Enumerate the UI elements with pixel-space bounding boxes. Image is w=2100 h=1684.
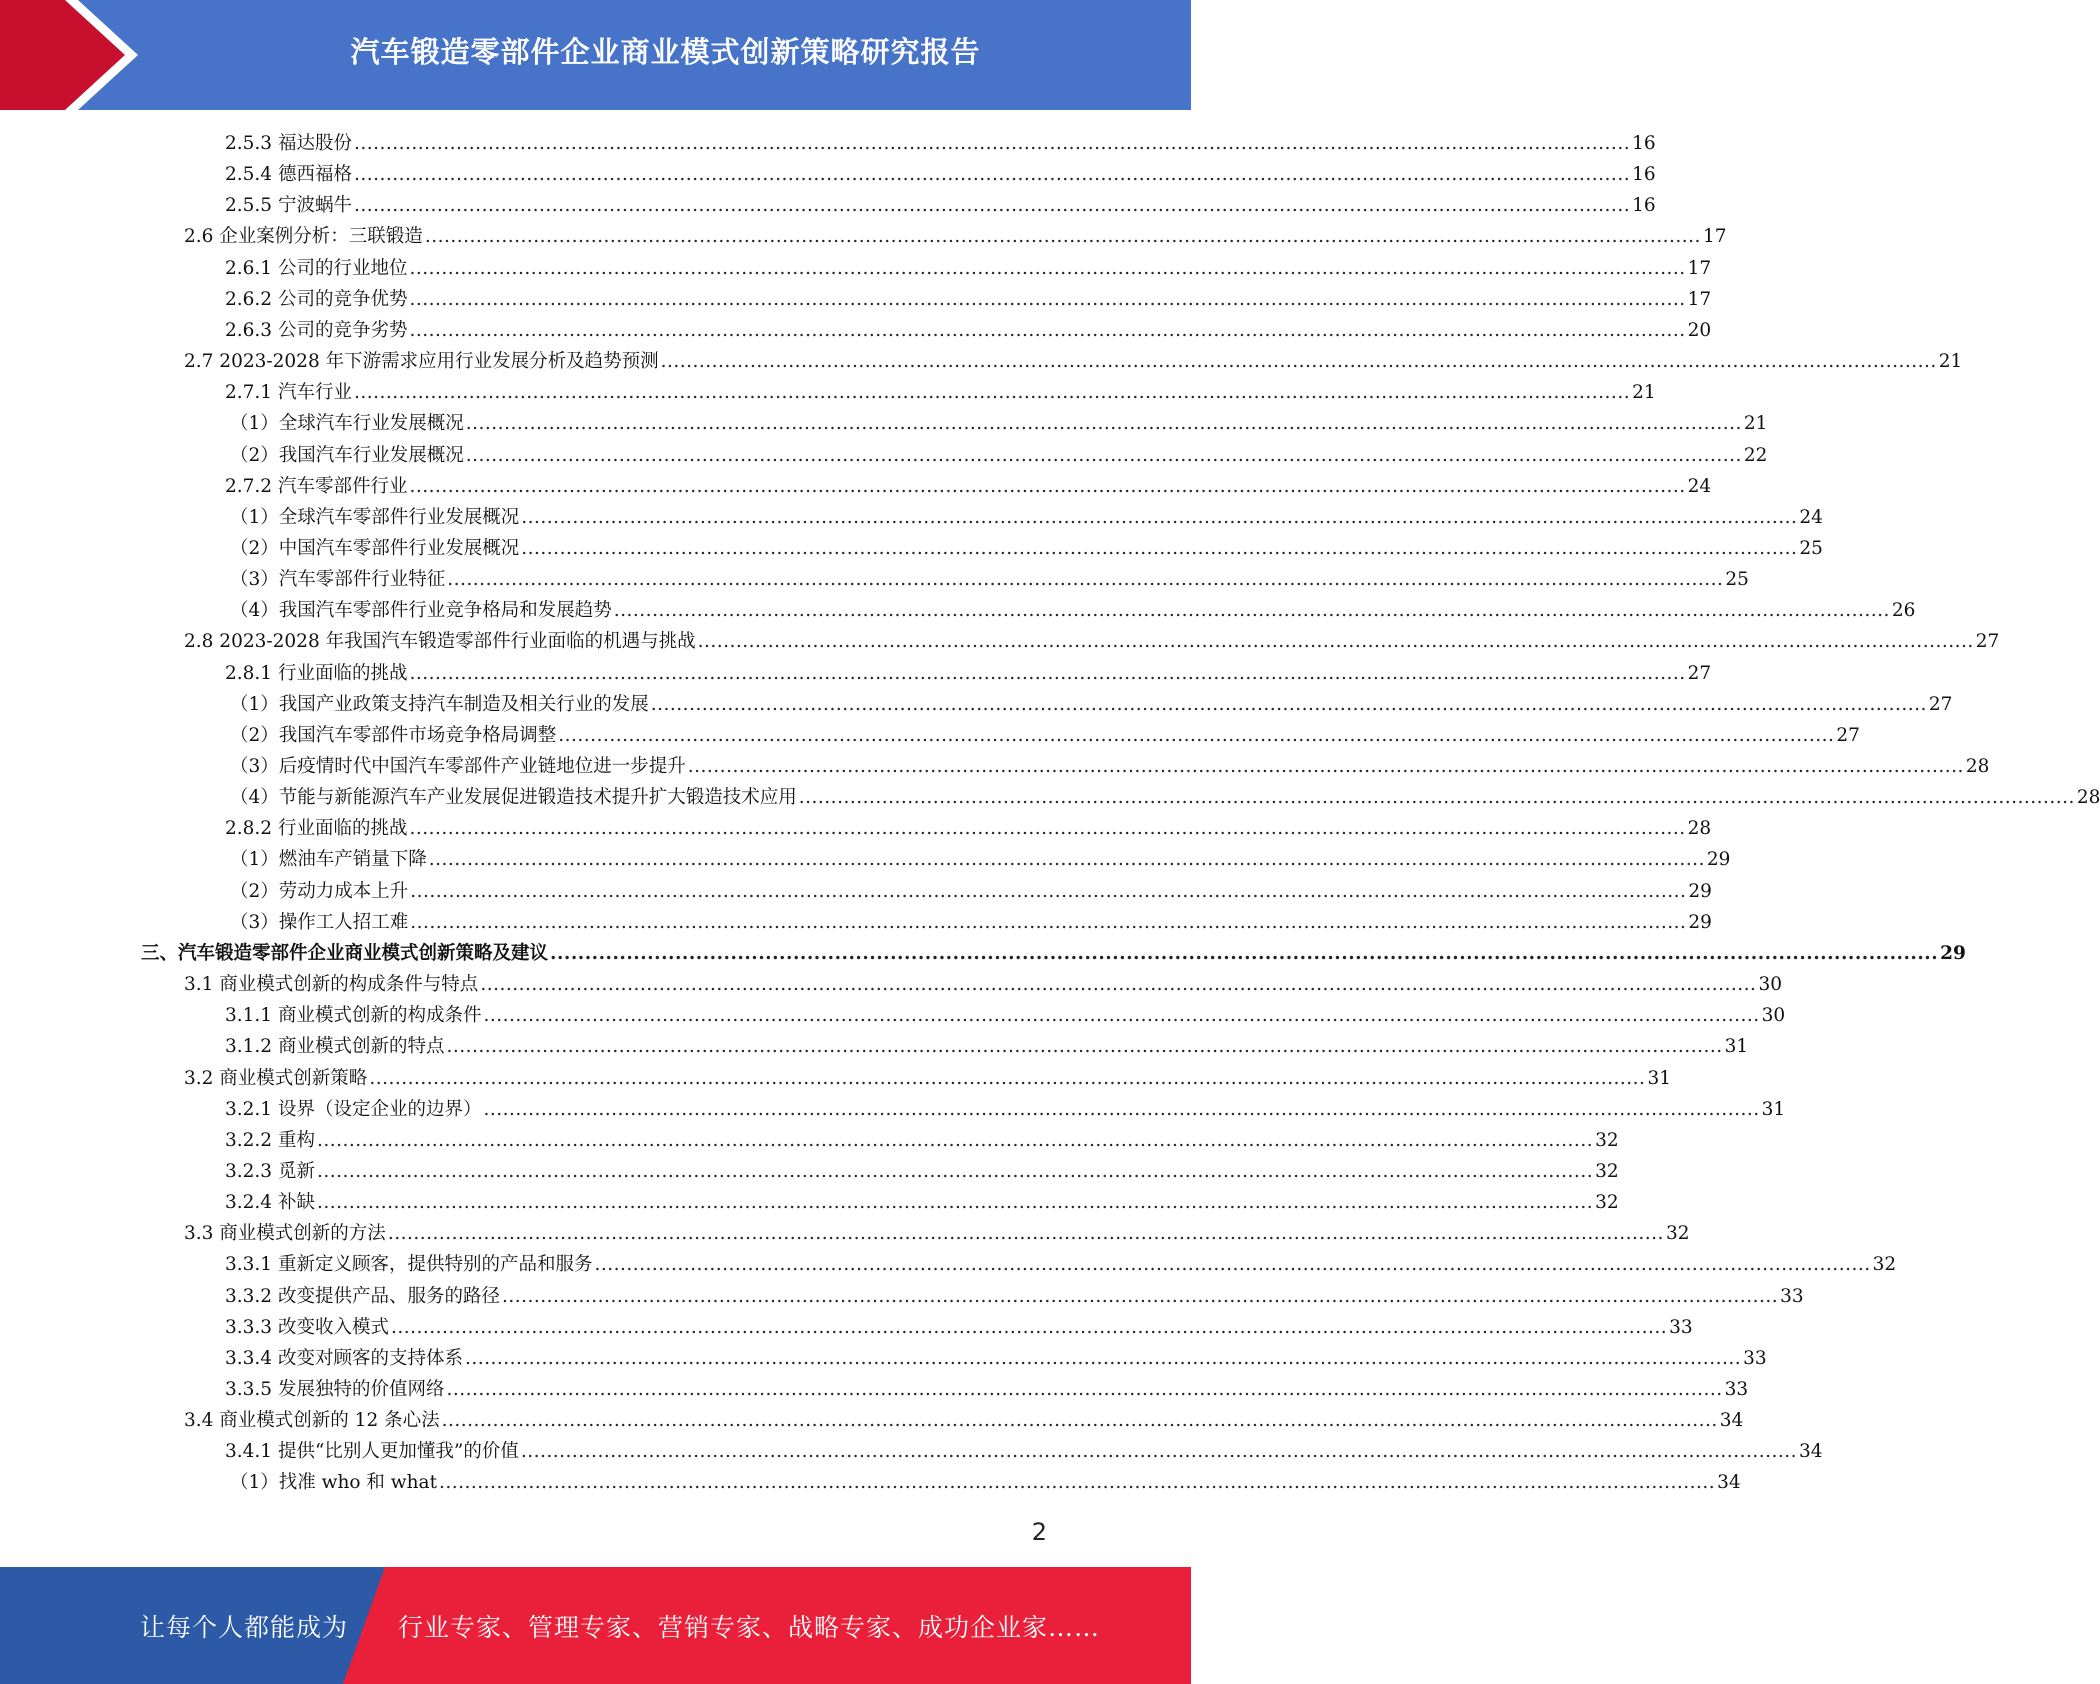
toc-entry[interactable] [225, 1343, 1767, 1374]
toc-entry-label: 3.1.1 商业模式创新的构成条件 [225, 1005, 482, 1027]
toc-entry[interactable] [225, 1000, 1786, 1031]
toc-dot-leader: ........................................................................................................................................................................................................ [446, 1036, 1723, 1058]
toc-dot-leader: ........................................................................................................................................................................................................ [409, 288, 1686, 310]
toc-entry-page: 16 [1632, 133, 1656, 154]
toc-dot-leader: ........................................................................................................................................................................................................ [501, 1285, 1779, 1307]
toc-entry-page: 31 [1647, 1067, 1671, 1089]
toc-entry[interactable] [225, 1094, 1786, 1125]
toc-entry[interactable] [230, 502, 1823, 533]
toc-entry[interactable] [225, 658, 1712, 689]
toc-entry-label: （1）我国产业政策支持汽车制造及相关行业的发展 [230, 693, 649, 715]
toc-entry-label: 3.2.2 重构 [225, 1129, 315, 1151]
toc-dot-leader: ........................................................................................................................................................................................................ [439, 1472, 1716, 1494]
toc-dot-leader: ........................................................................................................................................................................................................ [697, 631, 1974, 653]
toc-entry[interactable] [184, 1405, 1744, 1436]
toc-entry-label: 2.6.3 公司的竞争劣势 [225, 319, 408, 341]
toc-dot-leader: ........................................................................................................................................................................................................ [353, 382, 1631, 404]
toc-dot-leader: ........................................................................................................................................................................................................ [409, 818, 1686, 840]
toc-dot-leader: ........................................................................................................................................................................................................ [446, 1379, 1723, 1400]
toc-entry-label: 2.5.3 福达股份 [225, 133, 352, 154]
toc-entry[interactable] [230, 1467, 1741, 1498]
toc-entry[interactable] [230, 876, 1712, 907]
toc-entry-page: 28 [1965, 756, 1990, 777]
toc-entry[interactable] [225, 1312, 1693, 1343]
toc-entry[interactable] [184, 1218, 1690, 1249]
toc-entry[interactable] [230, 782, 2100, 813]
toc-entry-label: （1）全球汽车行业发展概况 [230, 413, 464, 435]
toc-entry-page: 25 [1799, 537, 1823, 559]
toc-entry[interactable] [230, 595, 1916, 626]
toc-entry[interactable] [184, 626, 2000, 657]
toc-dot-leader: ........................................................................................................................................................................................................ [660, 351, 1937, 373]
toc-dot-leader: ........................................................................................................................................................................................................ [650, 693, 1927, 715]
toc-entry-label: 2.5.5 宁波蜗牛 [225, 195, 352, 217]
toc-entry-page: 31 [1724, 1036, 1749, 1058]
toc-entry-page: 32 [1595, 1192, 1619, 1214]
toc-entry[interactable] [225, 1374, 1749, 1405]
toc-entry-page: 22 [1743, 444, 1768, 466]
toc-entry-label: 2.6.2 公司的竞争优势 [225, 288, 408, 310]
toc-dot-leader: ........................................................................................................................................................................................................ [798, 787, 2075, 809]
toc-dot-leader: ........................................................................................................................................................................................................ [550, 942, 1939, 964]
toc-entry-label: 3.3 商业模式创新的方法 [184, 1223, 386, 1245]
toc-dot-leader: ........................................................................................................................................................................................................ [428, 849, 1705, 871]
toc-dot-leader: ........................................................................................................................................................................................................ [687, 756, 1964, 777]
toc-entry-label: 3.3.3 改变收入模式 [225, 1316, 389, 1338]
toc-dot-leader: ........................................................................................................................................................................................................ [410, 880, 1687, 902]
toc-entry-label: （2）中国汽车零部件行业发展概况 [230, 537, 520, 559]
toc-entry-page: 16 [1632, 195, 1656, 217]
toc-entry-page: 32 [1595, 1129, 1619, 1151]
toc-dot-leader: ........................................................................................................................................................................................................ [424, 226, 1701, 248]
toc-entry[interactable] [225, 1031, 1749, 1062]
toc-entry-page: 25 [1725, 569, 1749, 591]
toc-dot-leader: ........................................................................................................................................................................................................ [465, 413, 1742, 435]
toc-dot-leader: ........................................................................................................................................................................................................ [441, 1410, 1718, 1432]
toc-entry[interactable] [230, 564, 1749, 595]
toc-entry[interactable] [225, 253, 1712, 284]
toc-dot-leader: ........................................................................................................................................................................................................ [353, 195, 1631, 217]
report-title: 汽车锻造零部件企业商业模式创新策略研究报告 [350, 34, 981, 69]
toc-dot-leader: ........................................................................................................................................................................................................ [447, 569, 1724, 591]
toc-entry-page: 32 [1665, 1223, 1690, 1245]
toc-entry-page: 24 [1687, 475, 1712, 497]
toc-entry-label: 3.3.2 改变提供产品、服务的路径 [225, 1285, 500, 1307]
toc-entry-label: 2.6.1 公司的行业地位 [225, 257, 408, 279]
toc-entry[interactable] [230, 907, 1712, 938]
toc-entry-page: 27 [1836, 724, 1860, 746]
toc-dot-leader: ........................................................................................................................................................................................................ [353, 164, 1631, 186]
toc-dot-leader: ........................................................................................................................................................................................................ [480, 974, 1757, 996]
toc-dot-leader: ........................................................................................................................................................................................................ [316, 1192, 1594, 1214]
toc-dot-leader: ........................................................................................................................................................................................................ [594, 1254, 1871, 1276]
toc-dot-leader: ........................................................................................................................................................................................................ [409, 319, 1686, 341]
toc-entry-label: 3.1.2 商业模式创新的特点 [225, 1036, 445, 1058]
footer-slogan-left: 让每个人都能成为 [140, 1612, 349, 1642]
toc-entry-label: 3.3.1 重新定义顾客，提供特别的产品和服务 [225, 1254, 593, 1276]
toc-entry-page: 33 [1743, 1347, 1767, 1369]
toc-entry[interactable] [225, 128, 1656, 159]
toc-entry-page: 26 [1891, 600, 1916, 622]
toc-entry-label: 三、汽车锻造零部件企业商业模式创新策略及建议 [141, 942, 549, 964]
toc-entry-label: （2）我国汽车零部件市场竞争格局调整 [230, 724, 557, 746]
toc-dot-leader: ........................................................................................................................................................................................................ [613, 600, 1890, 622]
chevron-arrow-icon [0, 0, 160, 110]
toc-entry-label: 2.6 企业案例分析：三联锻造 [184, 226, 423, 248]
toc-entry[interactable] [184, 346, 1963, 377]
toc-entry[interactable] [225, 315, 1712, 346]
toc-entry-label: 2.5.4 德西福格 [225, 164, 352, 186]
toc-entry[interactable] [225, 1436, 1823, 1467]
toc-entry-page: 28 [1687, 818, 1712, 840]
toc-entry-page: 30 [1761, 1005, 1786, 1027]
toc-dot-leader: ........................................................................................................................................................................................................ [353, 133, 1631, 154]
toc-entry-label: 2.7 2023-2028 年下游需求应用行业发展分析及趋势预测 [184, 351, 659, 373]
toc-dot-leader: ........................................................................................................................................................................................................ [390, 1316, 1668, 1338]
toc-entry-label: （4）我国汽车零部件行业竞争格局和发展趋势 [230, 600, 612, 622]
toc-entry-label: （2）我国汽车行业发展概况 [230, 444, 464, 466]
toc-entry[interactable] [225, 159, 1656, 190]
toc-entry-label: 3.4 商业模式创新的 12 条心法 [184, 1410, 440, 1432]
toc-dot-leader: ........................................................................................................................................................................................................ [410, 911, 1687, 933]
toc-entry[interactable] [230, 533, 1823, 564]
toc-entry-page: 17 [1687, 257, 1712, 279]
footer-slogan-right: 行业专家、管理专家、营销专家、战略专家、成功企业家…… [398, 1612, 1101, 1642]
toc-entry-label: （1）找准 who 和 what [230, 1472, 438, 1494]
toc-entry-page: 17 [1702, 226, 1727, 248]
toc-dot-leader: ........................................................................................................................................................................................................ [369, 1067, 1646, 1089]
toc-entry-label: （4）节能与新能源汽车产业发展促进锻造技术提升扩大锻造技术应用 [230, 787, 797, 809]
toc-dot-leader: ........................................................................................................................................................................................................ [520, 1441, 1797, 1463]
toc-entry-page: 33 [1669, 1316, 1693, 1338]
toc-entry[interactable] [184, 221, 1727, 252]
toc-entry-label: 3.2.1 设界（设定企业的边界） [225, 1098, 482, 1120]
toc-entry-page: 34 [1717, 1472, 1741, 1494]
toc-entry-label: （1）全球汽车零部件行业发展概况 [230, 506, 520, 528]
report-footer [0, 1567, 1191, 1684]
toc-entry-page: 34 [1719, 1410, 1744, 1432]
toc-entry[interactable] [225, 377, 1656, 408]
toc-entry[interactable] [230, 720, 1860, 751]
toc-entry-page: 33 [1780, 1285, 1804, 1307]
toc-entry-label: 3.1 商业模式创新的构成条件与特点 [184, 974, 479, 996]
toc-entry-label: 2.7.2 汽车零部件行业 [225, 475, 408, 497]
toc-entry[interactable] [230, 440, 1768, 471]
toc-dot-leader: ........................................................................................................................................................................................................ [387, 1223, 1664, 1245]
toc-entry-label: （3）汽车零部件行业特征 [230, 569, 446, 591]
toc-entry-page: 32 [1595, 1160, 1619, 1182]
toc-entry[interactable] [230, 408, 1768, 439]
toc-entry-label: 3.2.4 补缺 [225, 1192, 315, 1214]
toc-entry[interactable] [184, 1063, 1671, 1094]
toc-entry-page: 21 [1743, 413, 1768, 435]
toc-entry[interactable] [230, 751, 1990, 782]
report-header [0, 0, 1191, 110]
toc-entry-page: 30 [1758, 974, 1782, 996]
toc-entry-label: （1）燃油车产销量下降 [230, 849, 427, 871]
toc-entry-page: 27 [1687, 662, 1712, 684]
toc-dot-leader: ........................................................................................................................................................................................................ [316, 1129, 1594, 1151]
toc-entry[interactable] [225, 1156, 1619, 1187]
toc-dot-leader: ........................................................................................................................................................................................................ [483, 1098, 1760, 1120]
toc-entry-page: 21 [1938, 351, 1963, 373]
toc-entry[interactable] [225, 1187, 1619, 1218]
toc-entry[interactable] [225, 1125, 1619, 1156]
toc-entry[interactable] [225, 1281, 1804, 1312]
toc-entry-label: （3）操作工人招工难 [230, 911, 409, 933]
toc-entry-page: 34 [1799, 1441, 1823, 1463]
toc-entry[interactable] [225, 471, 1712, 502]
toc-entry[interactable] [225, 190, 1656, 221]
toc-entry-page: 31 [1761, 1098, 1786, 1120]
toc-entry-label: 3.3.4 改变对顾客的支持体系 [225, 1347, 463, 1369]
toc-dot-leader: ........................................................................................................................................................................................................ [464, 1347, 1742, 1369]
toc-entry-page: 24 [1799, 506, 1823, 528]
toc-entry-label: 2.8.1 行业面临的挑战 [225, 662, 408, 684]
toc-entry-page: 27 [1975, 631, 2000, 653]
toc-entry-label: 3.2 商业模式创新策略 [184, 1067, 368, 1089]
toc-entry-page: 29 [1706, 849, 1731, 871]
toc-entry[interactable] [230, 844, 1731, 875]
toc-entry-page: 27 [1928, 693, 1953, 715]
toc-entry-page: 28 [2076, 787, 2100, 809]
toc-dot-leader: ........................................................................................................................................................................................................ [409, 475, 1686, 497]
toc-entry-page: 32 [1872, 1254, 1897, 1276]
toc-entry[interactable] [225, 813, 1712, 844]
toc-entry-label: 3.2.3 觅新 [225, 1160, 315, 1182]
toc-entry-label: （3）后疫情时代中国汽车零部件产业链地位进一步提升 [230, 756, 686, 777]
toc-entry[interactable] [225, 284, 1712, 315]
toc-entry-label: 3.3.5 发展独特的价值网络 [225, 1379, 445, 1400]
toc-entry[interactable] [230, 689, 1953, 720]
toc-entry-page: 29 [1940, 942, 1966, 964]
toc-entry-label: 2.8 2023-2028 年我国汽车锻造零部件行业面临的机遇与挑战 [184, 631, 696, 653]
toc-dot-leader: ........................................................................................................................................................................................................ [465, 444, 1742, 466]
toc-entry-label: 2.7.1 汽车行业 [225, 382, 352, 404]
toc-entry-page: 21 [1632, 382, 1656, 404]
toc-entry-page: 16 [1632, 164, 1656, 186]
toc-dot-leader: ........................................................................................................................................................................................................ [409, 257, 1686, 279]
toc-entry[interactable] [141, 938, 1966, 969]
toc-entry-page: 29 [1688, 911, 1712, 933]
toc-entry-page: 20 [1687, 319, 1712, 341]
toc-entry-label: 2.8.2 行业面临的挑战 [225, 818, 408, 840]
toc-entry-page: 17 [1687, 288, 1712, 310]
toc-entry-page: 29 [1688, 880, 1712, 902]
page-number: 2 [1031, 1518, 1047, 1546]
toc-dot-leader: ........................................................................................................................................................................................................ [521, 506, 1798, 528]
toc-entry[interactable] [184, 969, 1782, 1000]
toc-dot-leader: ........................................................................................................................................................................................................ [316, 1160, 1594, 1182]
toc-entry-label: （2）劳动力成本上升 [230, 880, 409, 902]
toc-dot-leader: ........................................................................................................................................................................................................ [521, 537, 1798, 559]
toc-entry-page: 33 [1724, 1379, 1749, 1400]
toc-dot-leader: ........................................................................................................................................................................................................ [409, 662, 1686, 684]
toc-dot-leader: ........................................................................................................................................................................................................ [558, 724, 1835, 746]
toc-entry[interactable] [225, 1249, 1897, 1280]
toc-entry-label: 3.4.1 提供“比别人更加懂我”的价值 [225, 1441, 519, 1463]
toc-dot-leader: ........................................................................................................................................................................................................ [483, 1005, 1760, 1027]
